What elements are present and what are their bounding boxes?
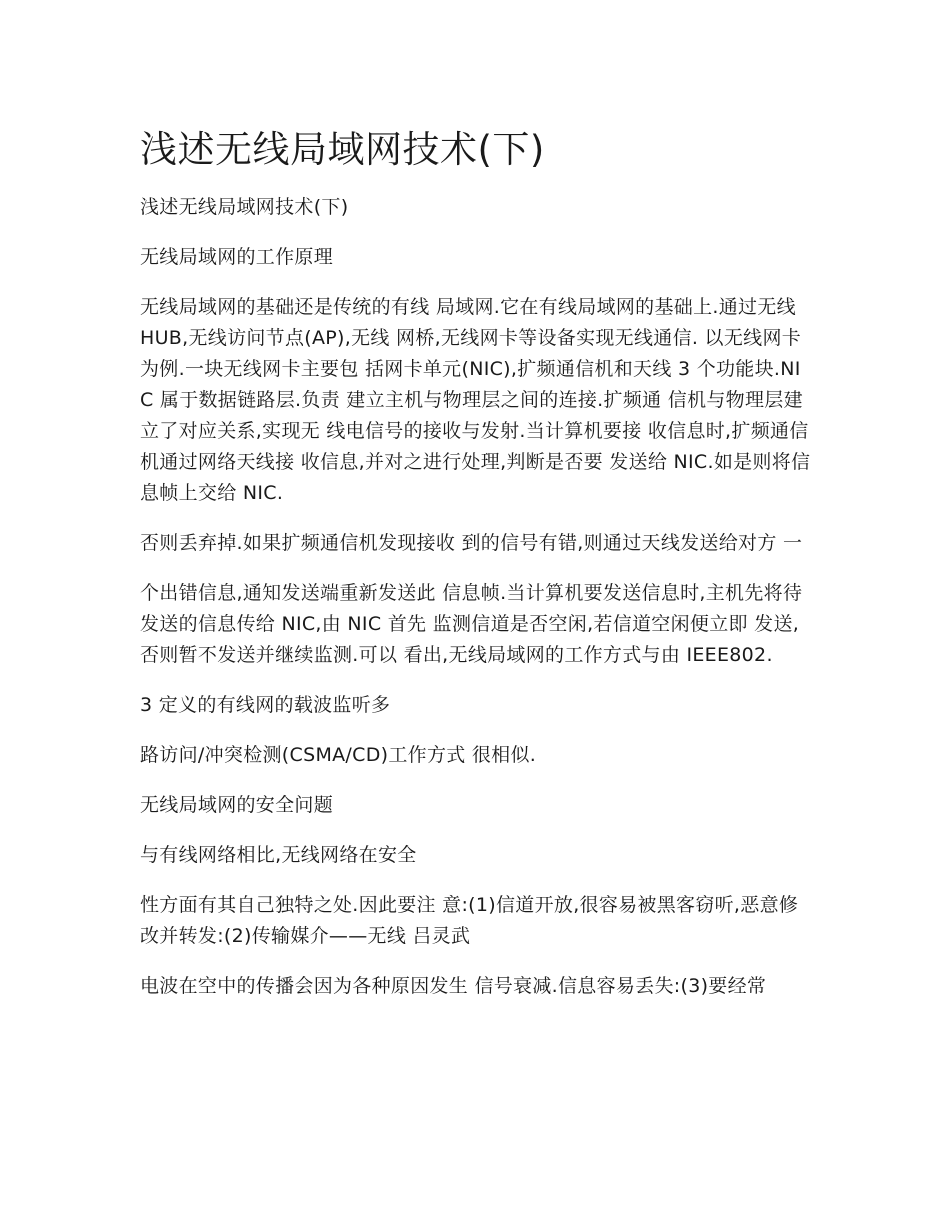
paragraph-body: 路访问/冲突检测(CSMA/CD)工作方式 很相似. (140, 744, 537, 766)
paragraph-heading-security: 无线局域网的安全问题 (140, 794, 334, 816)
paragraph-body: 3 定义的有线网的载波监听多 (140, 694, 391, 716)
paragraph-body: 无线局域网的基础还是传统的有线 局域网.它在有线局域网的基础上.通过无线 HUB,无线访问节点(AP),无线 网桥,无线网卡等设备实现无线通信. 以无线网卡为例.一块无线网卡主要包 括网卡单元(NIC),扩频通信机和天线 3 个功能块.NIC 属于数据链路层.负责 建立主机与物理层之间的连接.扩频通 信机与物理层建立了对应关系,实现无 线电信号的接收与发射.当计算机要接 收信息时,扩频通信机通过网络天线接 收信息,并对之进行处理,判断是否要 发送给 NIC.如是则将信息帧上交给 NIC. (140, 296, 811, 504)
document-page (140, 118, 812, 1021)
paragraph-heading-principle: 无线局域网的工作原理 (140, 246, 334, 268)
paragraph-body: 电波在空中的传播会因为各种原因发生 信号衰减.信息容易丢失:(3)要经常 (140, 975, 767, 997)
paragraph-subtitle: 浅述无线局域网技术(下) (140, 196, 349, 218)
paragraph-body: 个出错信息,通知发送端重新发送此 信息帧.当计算机要发送信息时,主机先将待发送的信息传给 NIC,由 NIC 首先 监测信道是否空闲,若信道空闲便立即 发送,否则暂不发送并继续监测.可以 看出,无线局域网的工作方式与由 IEEE802. (140, 582, 803, 666)
paragraph-body: 与有线网络相比,无线网络在安全 (140, 844, 417, 866)
paragraph-body: 否则丢弃掉.如果扩频通信机发现接收 到的信号有错,则通过天线发送给对方 一 (140, 532, 803, 554)
document-title: 浅述无线局域网技术(下) (140, 128, 545, 171)
paragraph-body: 性方面有其自己独特之处.因此要注 意:(1)信道开放,很容易被黑客窃听,恶意修改并转发:(2)传输媒介——无线 吕灵武 (140, 894, 799, 947)
